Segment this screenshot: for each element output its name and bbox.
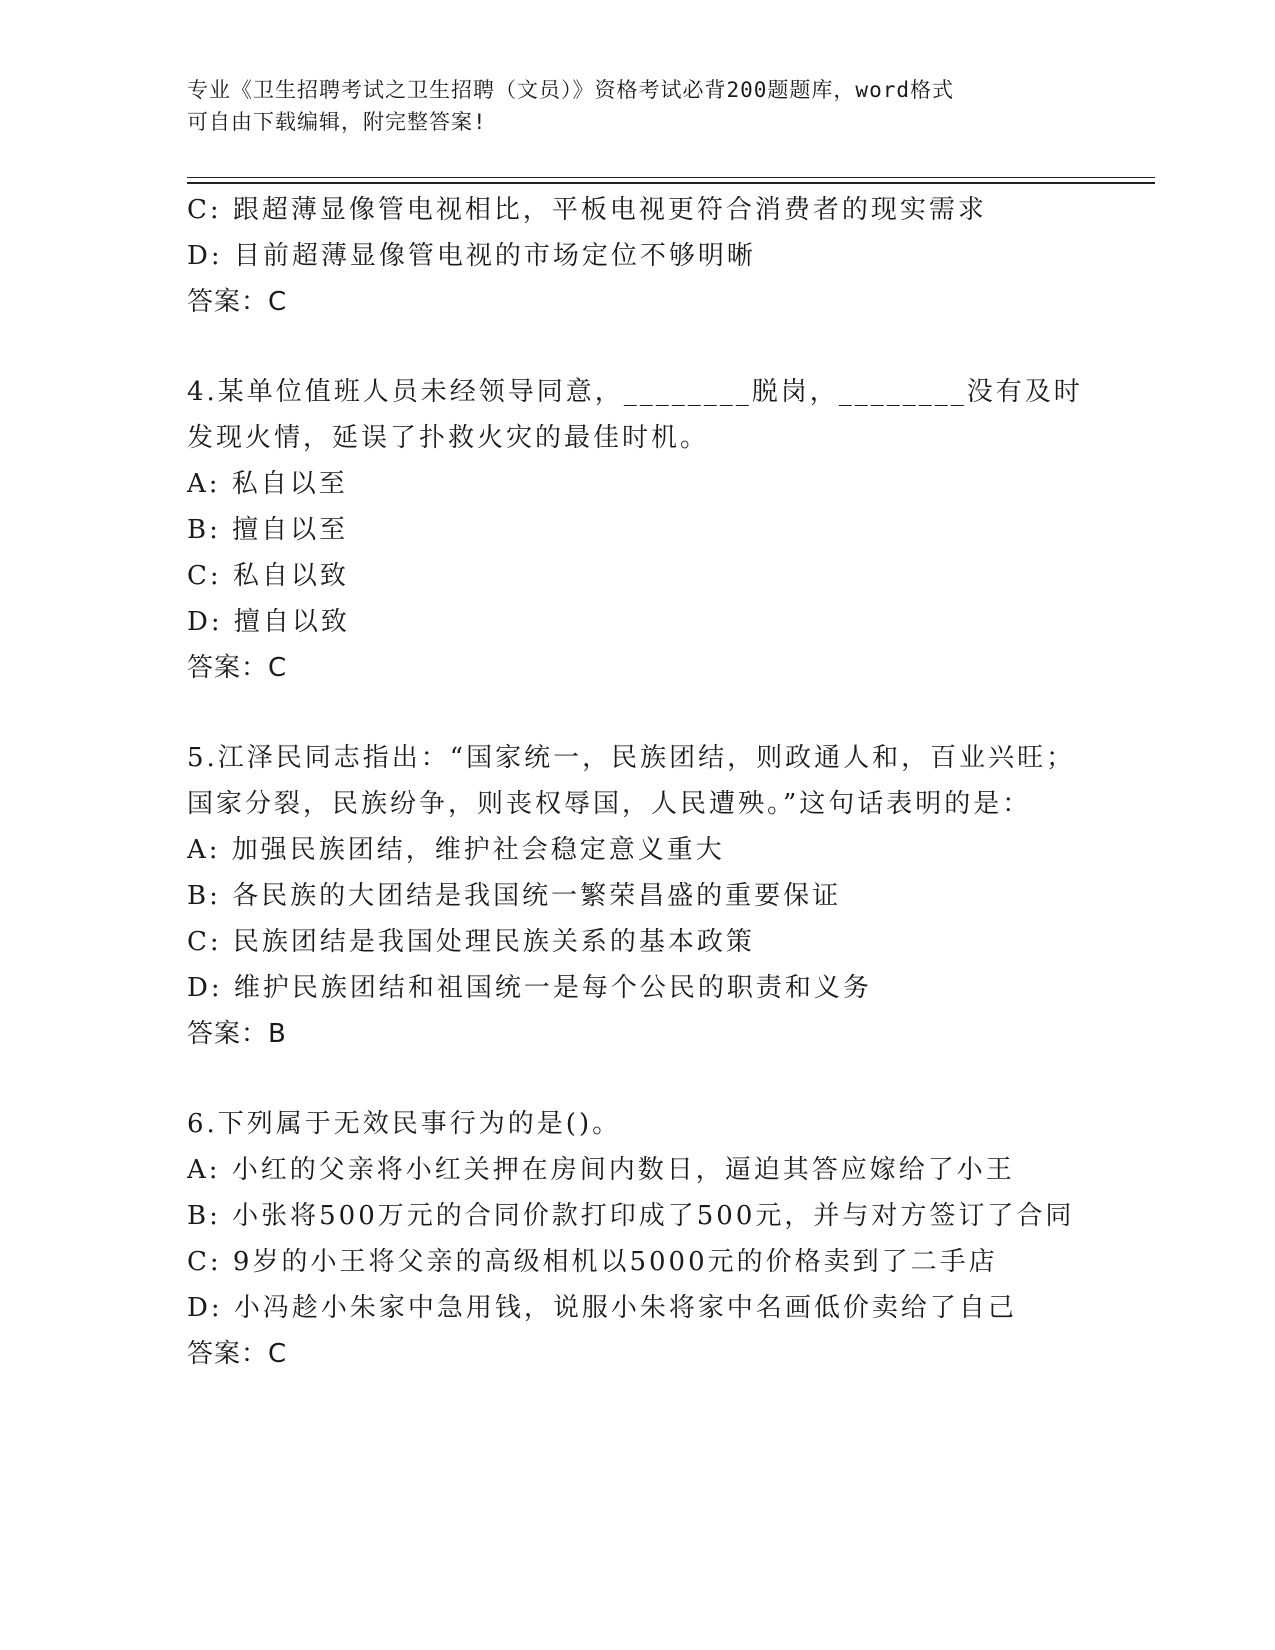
option-b: B: 擅自以至 (187, 515, 349, 545)
option-a: A: 小红的父亲将小红关押在房间内数日，逼迫其答应嫁给了小王 (187, 1155, 1015, 1185)
option-c: C: 私自以致 (187, 561, 349, 591)
question-5 (187, 735, 1087, 1057)
spacer (187, 325, 1087, 369)
option-d: D: 擅自以致 (187, 607, 350, 637)
option-d: D: 目前超薄显像管电视的市场定位不够明晰 (187, 241, 756, 271)
answer-line: 答案：C (187, 653, 288, 683)
header-line-1: 专业《卫生招聘考试之卫生招聘（文员）》资格考试必背200题题库，word格式 (187, 78, 954, 102)
spacer (187, 1057, 1087, 1101)
option-a: A: 加强民族团结，维护社会稳定意义重大 (187, 835, 725, 865)
spacer (187, 691, 1087, 735)
option-a: A: 私自以至 (187, 469, 348, 499)
question-6 (187, 1101, 1087, 1377)
option-b: B: 各民族的大团结是我国统一繁荣昌盛的重要保证 (187, 881, 842, 911)
answer-line: 答案：C (187, 1339, 288, 1369)
question-stem-line-1: 5.江泽民同志指出：“国家统一，民族团结，则政通人和，百业兴旺； (187, 743, 1076, 773)
header-divider-thick (187, 182, 1155, 184)
option-d: D: 小冯趁小朱家中急用钱，说服小朱将家中名画低价卖给了自己 (187, 1293, 1017, 1323)
question-stem-line-2: 发现火情，延误了扑救火灾的最佳时机。 (187, 423, 710, 453)
question-stem-line-1: 4.某单位值班人员未经领导同意，________脱岗，________没有及时 (187, 377, 1083, 407)
answer-line: 答案：C (187, 287, 288, 317)
option-d: D: 维护民族团结和祖国统一是每个公民的职责和义务 (187, 973, 872, 1003)
option-c: C: 9岁的小王将父亲的高级相机以5000元的价格卖到了二手店 (187, 1247, 998, 1277)
document-header (187, 74, 1087, 138)
question-4 (187, 369, 1087, 691)
question-3-continued (187, 187, 1087, 325)
answer-line: 答案：B (187, 1019, 287, 1049)
question-stem-line-2: 国家分裂，民族纷争，则丧权辱国，人民遭殃。”这句话表明的是： (187, 789, 1032, 819)
question-stem-line-1: 6.下列属于无效民事行为的是()。 (187, 1109, 622, 1139)
option-c: C: 民族团结是我国处理民族关系的基本政策 (187, 927, 755, 957)
header-divider-thin (187, 177, 1155, 178)
question-list (187, 187, 1087, 1377)
option-b: B: 小张将500万元的合同价款打印成了500元，并与对方签订了合同 (187, 1201, 1075, 1231)
header-line-2: 可自由下载编辑，附完整答案! (187, 110, 487, 134)
option-c: C: 跟超薄显像管电视相比，平板电视更符合消费者的现实需求 (187, 195, 987, 225)
